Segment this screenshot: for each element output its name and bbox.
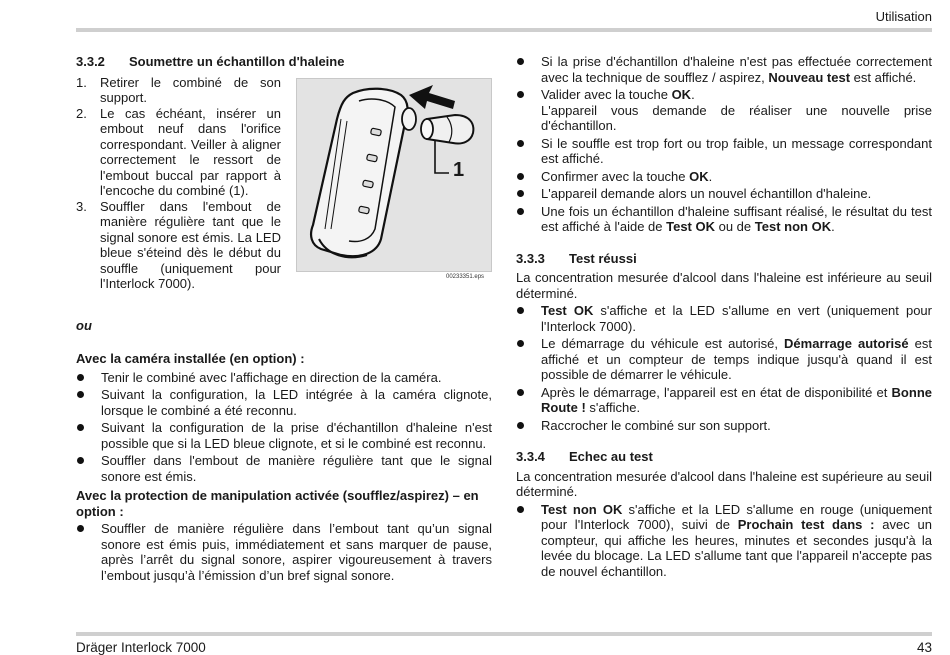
list-item <box>76 370 492 386</box>
protection-list <box>76 521 492 583</box>
list-item <box>516 186 932 202</box>
text: s'affiche et la LED s'allume en rouge (uniquement pour l'Interlock 7000), suivi de <box>541 501 932 532</box>
bold-term: Prochain test dans : <box>737 517 875 532</box>
footer-rule <box>76 632 932 636</box>
bullet-icon <box>516 385 541 416</box>
step-item <box>76 75 281 106</box>
bold-term: Test non OK <box>541 501 623 517</box>
footer-product-name: Dräger Interlock 7000 <box>76 640 206 655</box>
text: avec un compteur, qui affiche les heures, minutes et secondes jusqu'à la levée du blocage. La LED s'allume tant que l'appareil n'accepte pas de nouvel échantillon. <box>541 517 932 579</box>
list-item <box>516 418 932 434</box>
step-text: Retirer le combiné de son support. <box>100 74 281 105</box>
text: Si la prise d'échantillon d'haleine n'est pas effectuée correctement avec la technique de soufflez / aspirez, <box>541 54 932 85</box>
list-item-text: Souffler dans l'embout de manière régulière tant que le signal sonore est émis. <box>101 453 492 484</box>
bullet-icon <box>76 370 101 386</box>
bullet-icon <box>516 336 541 383</box>
text: s'affiche et la LED s'allume en vert (uniquement pour l'Interlock 7000). <box>541 303 932 334</box>
section-intro: La concentration mesurée d'alcool dans l'haleine est inférieure au seuil déterminé. <box>516 270 932 301</box>
step-text: Souffler dans l'embout de manière régulière tant que le signal sonore est émis. La LED bleue s'éteind dès le début du souffle (uniquement pour l'Interlock 7000). <box>100 198 281 291</box>
text: . <box>831 219 835 234</box>
step-number: 2. <box>76 105 87 121</box>
section-number: 3.3.3 <box>516 250 545 266</box>
text: s'affiche. <box>585 400 641 415</box>
section-title: Soumettre un échantillon d'haleine <box>129 54 345 69</box>
list-item <box>516 336 932 383</box>
bullet-icon <box>76 521 101 583</box>
failure-list <box>516 502 932 580</box>
bullet-icon <box>516 87 541 134</box>
text: Confirmer avec la touche <box>541 168 690 184</box>
section-heading-3-3-4 <box>516 449 932 465</box>
bullet-icon <box>516 186 541 202</box>
step-number: 3. <box>76 198 87 214</box>
step-item <box>76 106 281 199</box>
bold-term: OK <box>689 168 709 184</box>
bold-term: Test non OK <box>754 219 832 234</box>
bullet-icon <box>516 204 541 235</box>
text: . <box>691 87 695 102</box>
bullet-icon <box>516 418 541 434</box>
list-item-text: Tenir le combiné avec l'affichage en direction de la caméra. <box>101 369 442 385</box>
header-rule <box>76 28 932 32</box>
list-item <box>516 87 932 134</box>
bold-term: Nouveau test <box>768 69 851 85</box>
list-item-text: Suivant la configuration, la LED intégrée à la caméra clignote, lorsque le combiné a été reconnu. <box>101 387 492 418</box>
list-item-text: Raccrocher le combiné sur son support. <box>541 417 771 433</box>
step-text: Le cas échéant, insérer un embout neuf dans l'orifice correspondant. Veiller à aligner correctement le ressort de l'embout buccal par rapport à l'encoche du combiné (1). <box>100 105 281 198</box>
bold-term: Test OK <box>666 219 715 234</box>
text: ou de <box>715 219 755 234</box>
step-item <box>76 199 281 292</box>
list-item-text: L'appareil demande alors un nouvel échantillon d'haleine. <box>541 186 872 201</box>
bullet-icon <box>516 502 541 580</box>
list-item-text: Si le souffle est trop fort ou trop faible, un message correspondant est affiché. <box>541 135 932 166</box>
camera-list <box>76 370 492 485</box>
list-item-text: Suivant la configuration de la prise d'échantillon d'haleine n'est possible que si la LED bleue clignote, et si le combiné est reconnu. <box>101 420 492 451</box>
text: est affiché et un compteur de temps indique jusqu'à quand il est possible de démarrer le véhicule. <box>541 336 932 382</box>
section-number: 3.3.2 <box>76 54 105 69</box>
procedure-list <box>516 54 932 235</box>
section-title: Echec au test <box>569 449 653 464</box>
callout-number: 1 <box>453 159 465 181</box>
text: Une fois un échantillon d'haleine suffisant réalisé, le résultat du test est affiché à l'aide de <box>541 203 932 234</box>
bold-term: OK <box>671 87 692 102</box>
bullet-icon <box>516 169 541 185</box>
bullet-icon <box>76 420 101 451</box>
step-number: 1. <box>76 74 87 90</box>
section-heading-3-3-2 <box>76 54 492 70</box>
list-item-text: Souffler de manière régulière dans l’embout tant qu’un signal sonore est émis puis, immédiatement et sans marquer de pause, après l’arrêt du signal sonore, aspirer vigoureusement à travers l’embout jusqu’à l’émission d’un bref signal sonore. <box>101 521 492 583</box>
bullet-icon <box>76 453 101 484</box>
list-item <box>76 521 492 583</box>
right-column <box>516 54 932 581</box>
section-number: 3.3.4 <box>516 449 545 464</box>
list-item <box>516 204 932 235</box>
list-item <box>76 453 492 484</box>
step-list <box>76 75 281 292</box>
bold-term: Bonne Route ! <box>541 384 932 415</box>
protection-heading: Avec la protection de manipulation activée (soufflez/aspirez) – en option : <box>76 488 479 519</box>
section-heading-3-3-3 <box>516 251 932 267</box>
list-item <box>516 502 932 580</box>
text: Valider avec la touche <box>541 87 672 102</box>
bullet-icon <box>516 54 541 85</box>
bullet-icon <box>516 136 541 167</box>
list-item <box>516 169 932 185</box>
alternative-marker: ou <box>76 317 92 333</box>
section-intro: La concentration mesurée d'alcool dans l'haleine est supérieure au seuil déterminé. <box>516 468 932 499</box>
list-item <box>76 420 492 451</box>
list-item <box>516 54 932 85</box>
section-title: Test réussi <box>569 250 637 266</box>
text: L'appareil vous demande de réaliser une nouvelle prise d'échantillon. <box>541 102 932 133</box>
list-item <box>76 387 492 418</box>
text: Après le démarrage, l'appareil est en état de disponibilité et <box>541 384 892 400</box>
text: . <box>708 168 713 184</box>
bullet-icon <box>516 303 541 334</box>
bullet-icon <box>76 387 101 418</box>
page-number: 43 <box>916 640 932 655</box>
bold-term: Démarrage autorisé <box>784 336 909 351</box>
bold-term: Test OK <box>541 303 594 318</box>
text: est affiché. <box>850 69 917 85</box>
figure-code: 00233351.eps <box>446 274 485 280</box>
list-item <box>516 303 932 334</box>
left-column <box>76 54 492 585</box>
camera-heading: Avec la caméra installée (en option) : <box>76 351 305 366</box>
success-list <box>516 303 932 433</box>
text: Le démarrage du véhicule est autorisé, <box>541 336 785 351</box>
page-header-label: Utilisation <box>875 9 932 24</box>
list-item <box>516 385 932 416</box>
list-item <box>516 136 932 167</box>
